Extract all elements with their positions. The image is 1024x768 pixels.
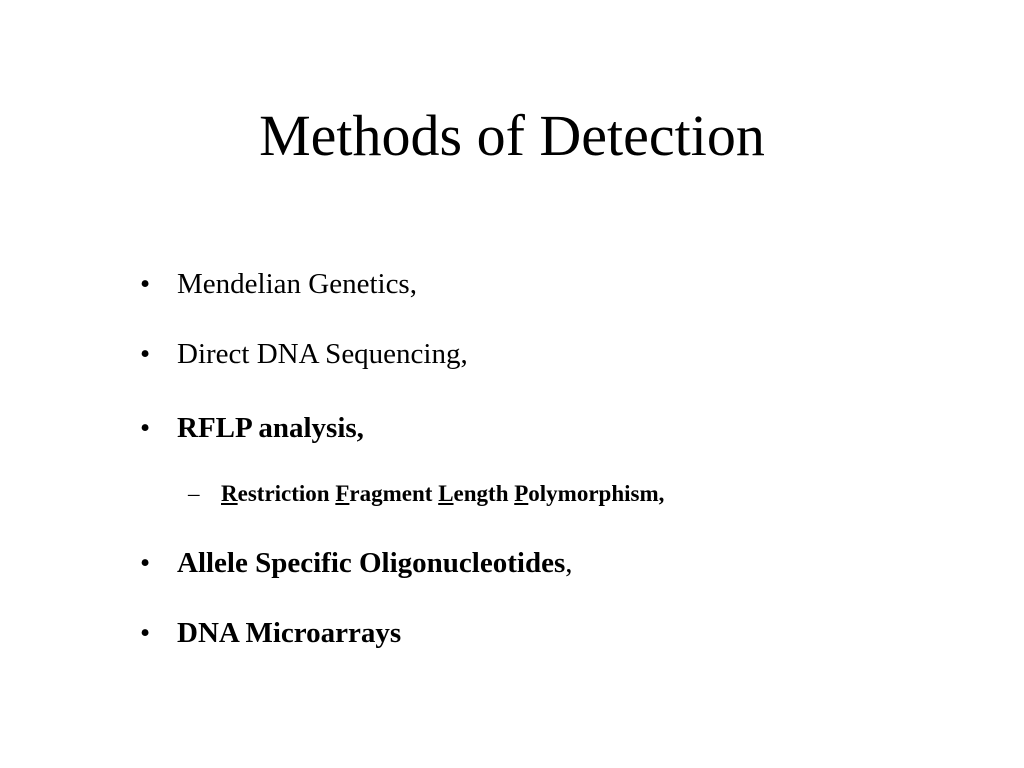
bullet-text: DNA Microarrays: [177, 617, 402, 649]
acronym-letter: F: [335, 481, 350, 506]
bullet-text: Allele Specific Oligonucleotides: [177, 547, 566, 579]
bullet-text: Direct DNA Sequencing,: [177, 338, 468, 370]
sub-bullet-rflp-expansion: [188, 479, 664, 509]
acronym-letter: L: [438, 481, 454, 506]
bullet-direct-dna-sequencing: [140, 336, 468, 372]
slide-title: Methods of Detection: [259, 103, 765, 168]
acronym-word-rest: estriction: [237, 481, 336, 506]
bullet-marker: •: [140, 547, 151, 579]
acronym-letter: P: [514, 481, 529, 506]
bullet-marker: •: [140, 412, 151, 444]
acronym-letter: R: [221, 481, 238, 506]
acronym-word-rest: ength: [453, 481, 515, 506]
acronym-word-rest: ragment: [349, 481, 439, 506]
bullet-mendelian-genetics: [140, 266, 417, 302]
bullet-text: RFLP analysis,: [177, 412, 364, 444]
bullet-marker: •: [140, 617, 151, 649]
bullet-marker: •: [140, 338, 151, 370]
bullet-text: Mendelian Genetics,: [177, 268, 417, 300]
bullet-marker: •: [140, 268, 151, 300]
bullet-rflp-analysis: [140, 410, 364, 446]
bullet-dna-microarrays: [140, 615, 401, 651]
acronym-word-rest: olymorphism,: [528, 481, 665, 506]
bullet-suffix: ,: [565, 547, 573, 579]
sub-bullet-marker: –: [188, 481, 200, 506]
bullet-allele-specific-oligonucleotides: [140, 545, 572, 581]
